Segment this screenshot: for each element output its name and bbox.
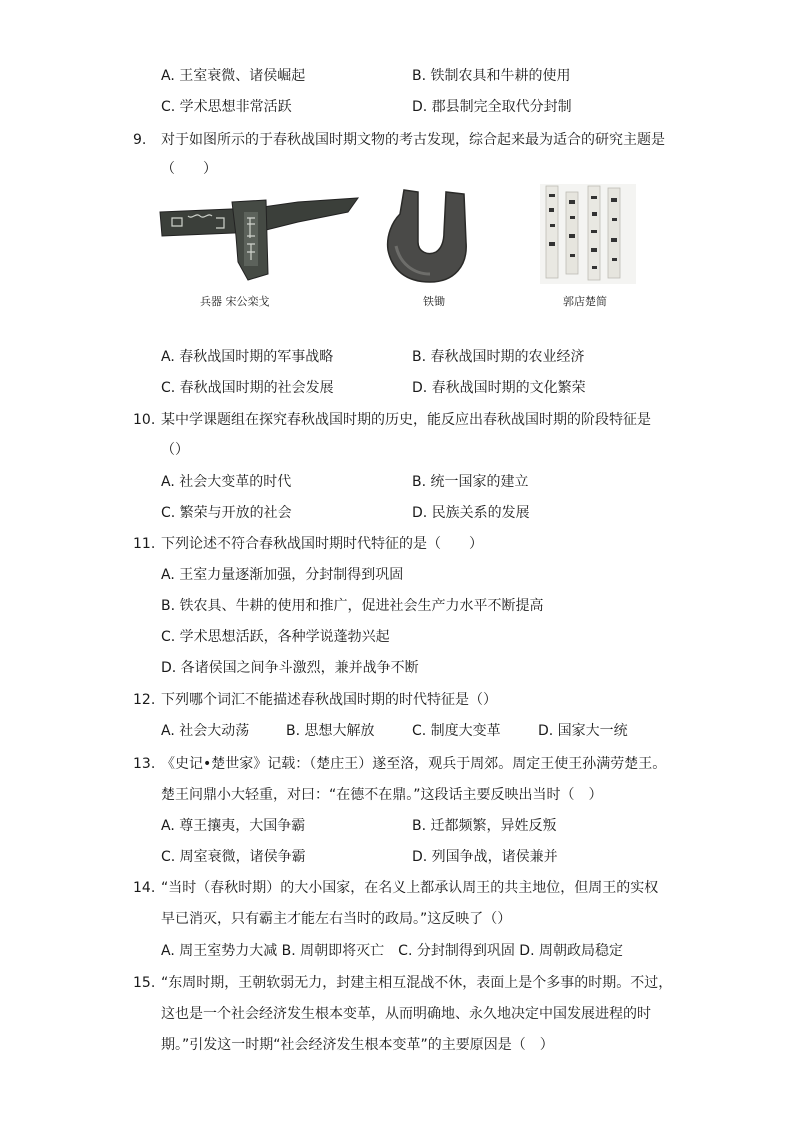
q9-number: 9. [133, 132, 147, 148]
q14-stem-line2: 早已消灭，只有霸主才能左右当时的政局。”这反映了（） [161, 911, 512, 927]
q12-option-a: A. 社会大动荡 [161, 723, 250, 739]
q8-option-c: C. 学术思想非常活跃 [161, 99, 292, 115]
q11-option-d: D. 各诸侯国之间争斗激烈，兼并战争不断 [161, 660, 419, 676]
q10-stem-line2: （） [161, 442, 189, 458]
bamboo-slips-image [540, 184, 636, 284]
q9-caption-hoe: 铁锄 [423, 295, 445, 308]
q13-number: 13. [133, 756, 156, 772]
q11-number: 11. [133, 536, 156, 552]
q14-number: 14. [133, 880, 156, 896]
q9-option-c: C. 春秋战国时期的社会发展 [161, 380, 334, 396]
q10-number: 10. [133, 412, 156, 428]
q15-stem-line1: “东周时期，王朝软弱无力，封建主相互混战不休，表面上是个多事的时期。不过， [161, 975, 673, 991]
q9-caption-weapon: 兵器 宋公栾戈 [200, 295, 270, 308]
q11-option-c: C. 学术思想活跃，各种学说蓬勃兴起 [161, 629, 390, 645]
q14-stem-line1: “当时（春秋时期）的大小国家，在名义上都承认周王的共主地位，但周王的实权 [161, 880, 659, 896]
q11-option-a: A. 王室力量逐渐加强，分封制得到巩固 [161, 567, 404, 583]
q9-option-a: A. 春秋战国时期的军事战略 [161, 349, 334, 365]
q9-caption-slips: 郭店楚简 [563, 295, 607, 308]
q9-option-d: D. 春秋战国时期的文化繁荣 [412, 380, 586, 396]
q13-option-c: C. 周室衰微，诸侯争霸 [161, 849, 306, 865]
q14-options: A. 周王室势力大减 B. 周朝即将灭亡 C. 分封制得到巩固 D. 周朝政局稳定 [161, 943, 623, 959]
q15-number: 15. [133, 975, 156, 991]
q9-option-b: B. 春秋战国时期的农业经济 [412, 349, 585, 365]
q10-stem-line1: 某中学课题组在探究春秋战国时期的历史，能反应出春秋战国时期的阶段特征是 [161, 412, 651, 428]
q15-stem-line3: 期。”引发这一时期“社会经济发生根本变革”的主要原因是（ ） [161, 1037, 554, 1053]
q10-option-d: D. 民族关系的发展 [412, 505, 530, 521]
q13-stem-line1: 《史记•楚世家》记载：（楚庄王）遂至洛，观兵于周郊。周定王使王孙满劳楚王。 [161, 756, 667, 772]
q8-option-a: A. 王室衰微、诸侯崛起 [161, 68, 306, 84]
q13-option-a: A. 尊王攘夷，大国争霸 [161, 818, 306, 834]
q12-number: 12. [133, 692, 156, 708]
q12-option-b: B. 思想大解放 [286, 723, 375, 739]
q15-stem-line2: 这也是一个社会经济发生根本变革，从而明确地、永久地决定中国发展进程的时 [161, 1006, 651, 1022]
q11-option-b: B. 铁农具、牛耕的使用和推广，促进社会生产力水平不断提高 [161, 598, 544, 614]
q10-option-a: A. 社会大变革的时代 [161, 474, 292, 490]
q13-option-d: D. 列国争战，诸侯兼并 [412, 849, 558, 865]
q12-stem: 下列哪个词汇不能描述春秋战国时期的时代特征是（） [161, 692, 497, 708]
q13-stem-line2: 楚王问鼎小大轻重，对曰：“在德不在鼎。”这段话主要反映出当时（ ） [161, 787, 603, 803]
q12-option-c: C. 制度大变革 [412, 723, 501, 739]
q13-option-b: B. 迁都频繁，异姓反叛 [412, 818, 557, 834]
q10-option-c: C. 繁荣与开放的社会 [161, 505, 292, 521]
q8-option-b: B. 铁制农具和牛耕的使用 [412, 68, 571, 84]
iron-hoe-image [384, 186, 480, 286]
q8-option-d: D. 郡县制完全取代分封制 [412, 99, 572, 115]
q11-stem: 下列论述不符合春秋战国时期时代特征的是（ ） [161, 536, 483, 552]
q12-option-d: D. 国家大一统 [538, 723, 628, 739]
q9-stem-line1: 对于如图所示的于春秋战国时期文物的考古发现，综合起来最为适合的研究主题是 [161, 132, 665, 148]
q10-option-b: B. 统一国家的建立 [412, 474, 529, 490]
q9-stem-line2: （ ） [161, 161, 217, 177]
bronze-dagger-axe-image [158, 192, 364, 282]
